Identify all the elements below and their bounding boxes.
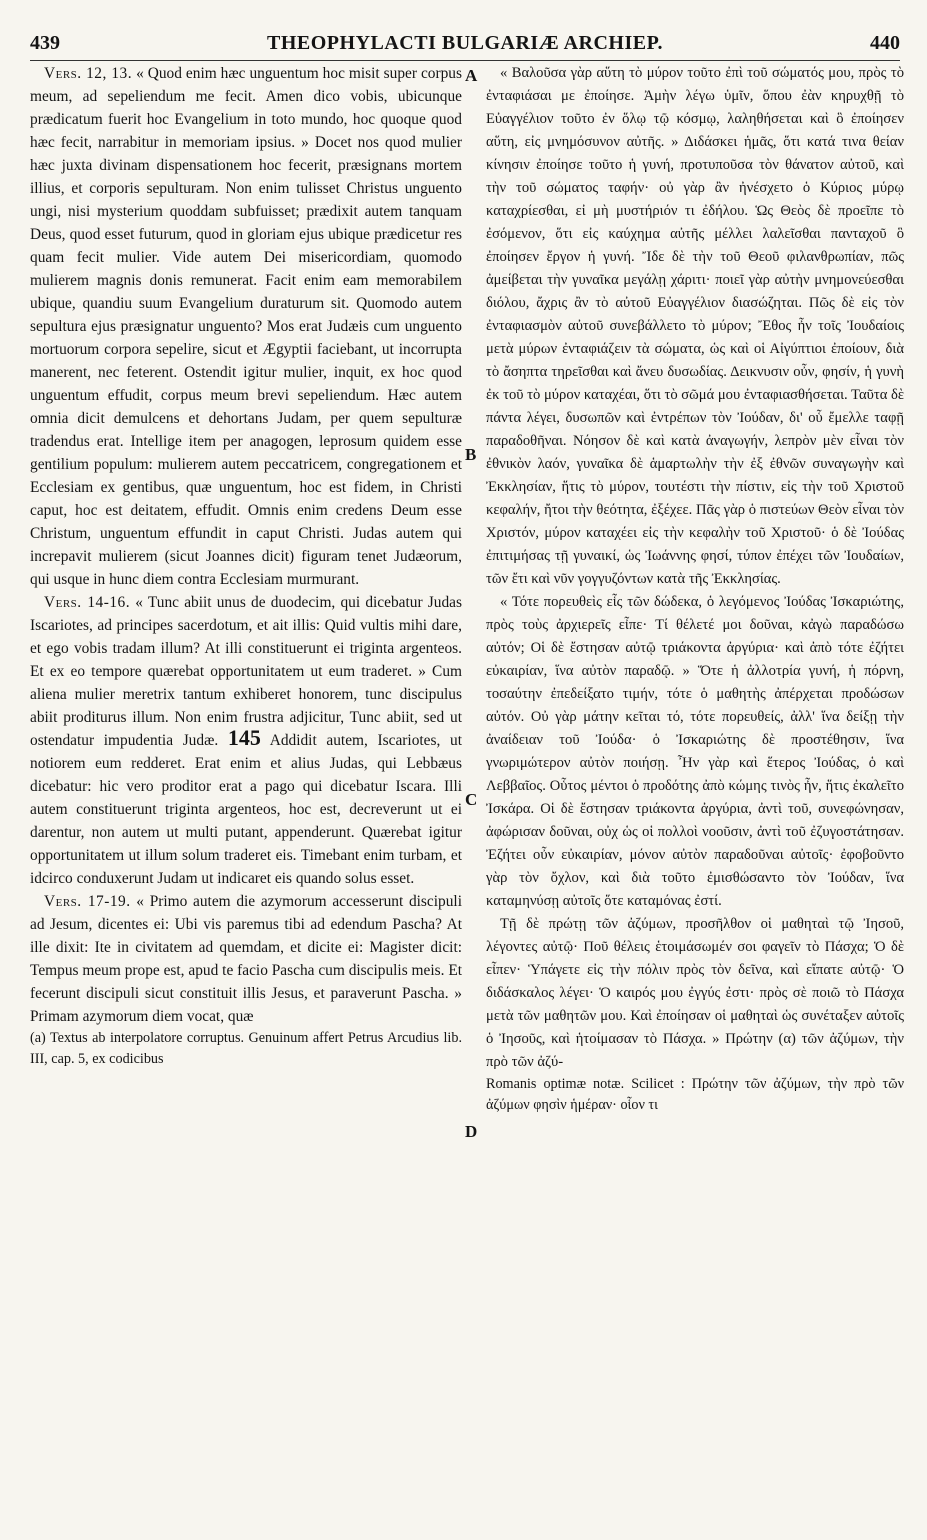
verse-12-13-paragraph xyxy=(30,62,462,591)
greek-column xyxy=(486,62,904,1116)
column-number: 145 xyxy=(227,725,261,750)
verse-text: Addidit autem, Iscariotes, ut notiorem eum redderet. Erat enim et alius Judas, qui Lebbæus dicebatur: hic vero proditor erat a pago qui dicebatur Iscara. Illi autem constituerunt triginta argenteos, hoc est, decreverunt ut ei darentur, non autem ut multi putant, appenderunt. Quærebat igitur opportunitatem ut illum solum traderet eis. Timebant enim turbam, et idcirco conduxerunt Judam ut indicaret eis quando solus esset. xyxy=(30,732,462,887)
greek-paragraph-1: « Βαλοῦσα γὰρ αὕτη τὸ μύρον τοῦτο ἐπὶ τοῦ σώματός μου, πρὸς τὸ ἐνταφιάσαι με ἐποίησε. Ἀμὴν λέγω ὑμῖν, ὅπου ἐὰν κηρυχθῇ τὸ Εὐαγγέλιον τοῦτο ἐν ὅλῳ τῷ κόσμῳ, λαληθήσεται καὶ ὃ ἐποίησεν αὕτη, εἰς μνημόσυνον αὐτῆς. » Διδάσκει ἡμᾶς, ὅτι κατά τινα θείαν κίνησιν ἐποίησε τοῦτο ἡ γυνή, προτυποῦσα τὸν θάνατον αὐτοῦ, καὶ τὴν τοῦ σώματος ταφήν· οὐ γὰρ ἂν ἠνέσχετο ὁ Κύριος μύρῳ καταχρίεσθαι, εἰ μὴ μυστήριόν τι ἐδήλου. Ὡς Θεὸς δὲ προεῖπε τὸ ἐσόμενον, ὅτι εἰς καύχημα αὐτῆς μέλλει λαλεῖσθαι πανταχοῦ ὃ ἐποίησεν ἔργον ἡ γυνή. Ἴδε δὲ τὴν τοῦ Θεοῦ φιλανθρωπίαν, πῶς ἀμείβεται τὴν γυναῖκα μεγάλῃ χάριτι· ποιεῖ γὰρ αὐτὴν μνημονεύεσθαι διόλου, ἄχρις ἂν τὸ αὐτοῦ Εὐαγγέλιον διασώζηται. Πῶς δὲ εἰς τὸν ἐνταφιασμὸν αὐτοῦ συνεβάλλετο τὸ μύρον; Ἔθος ἦν τοῖς Ἰουδαίοις μετὰ μύρων ἐνταφιάζειν τὰ σώματα, ὡς καὶ οἱ Αἰγύπτιοι ἐποίουν, διὰ τὸ ἄσηπτα τηρεῖσθαι καὶ ἄνευ δυσωδίας. Δεικνυσιν οὖν, φησίν, ἡ γυνὴ ἐκ τοῦ τὸ μύρον καταχέαι, ὅτι τὸ σῶμά μου ἐνταφιασθήσεται. Ταῦτα δὲ πάντα λέγει, δυσωπῶν καὶ ἐντρέπων τὸν Ἰούδαν, δι' οὗ ἔμελλε ταφῇ παραδοθῆναι. Νόησον δὲ καὶ κατὰ ἀναγωγήν, λεπρὸν μὲν εἶναι τὸν ἐθνικὸν λαόν, γυναῖκα δὲ ἁμαρτωλὴν τὴν ἐξ ἐθνῶν συναγωγὴν καὶ Ἐκκλησίαν, ἥτις τὸ μύρον, τουτέστι τὴν πίστιν, εἰς τὴν τοῦ Χριστοῦ κεφαλήν, ἤτοι τὴν θεότητα, ἐξέχεε. Πᾶς γὰρ ὁ πιστεύων Θεὸν εἶναι τὸν Χριστόν, μύρον καταχέει εἰς τὴν κεφαλὴν τοῦ Χριστοῦ· ὁ δὲ Ἰούδας ἐπιτιμήσας τῇ γυναικί, ὡς Ἰωάννης φησί, τύπον ἐπέχει τῶν Ἰουδαίων, τῶν ἔτι καὶ νῦν γογγυζόντων κατὰ τῆς Ἐκκλησίας. xyxy=(486,65,904,587)
page-number-right: 440 xyxy=(870,32,900,54)
verse-text: « Tunc abiit unus de duodecim, qui dicebatur Judas Iscariotes, ad principes sacerdotum, et ait illis: Quid vultis mihi dare, et ego vobis tradam illum? At illi constituerunt ei triginta argenteos. Et ex eo tempore quærebat opportunitatem ut eum traderet. » Cum aliena mulier meretrix tantum exhiberet honorem, tunc discipulus abiit proditurus illum. Non enim frustra adjicitur, Tunc abiit, sed ut ostendatur impudentia Judæ. xyxy=(30,594,462,749)
verse-text: « Quod enim hæc unguentum hoc misit super corpus meum, ad sepeliendum me fecit. Amen dico vobis, ubicunque prædicatum fuerit hoc Evangelium in toto mundo, hoc quoque quod hæc fecit, narrabitur in memoriam ipsius. » Docet nos quod mulier hæc juxta divinam dispensationem hoc fecerit, præsignans mortem illius, et corporis sepulturam. Non enim tulisset Christus unguento ungi, nisi mysterium quoddam subfuisset; prædixit autem tanquam Deus, quod esset futurum, quod in gloriam ejus ubique prædicetur res quam fecit mulier. Vide autem Dei misericordiam, quomodo mulierem magnis donis remunerat. Facit enim eam memorabilem ubique, quandiu suum Evangelium duraturum sit. Quomodo autem sepultura ejus præsignatur unguento? Mos erat Judæis cum unguento mortuorum corpora sepelire, sicut et Ægyptii faciebant, ut incorrupta manerent, nec feterent. Ostendit igitur mulier, inquit, ex hoc quod unguentum effudit, corpus meum brevi sepeliendum. Hæc autem omnia dicit demulcens et dehortans Judam, per quem sepulturæ tradendus erat. Intellige item per anagogen, leprosum quidem esse gentilium populum: mulierem autem peccatricem, congregationem et Ecclesiam ex gentibus, quæ unguentum, hoc est fidem, in Christi caput, hoc est deitatem, effudit. Omnis enim credens Deum esse Christum, unguentum effundit in caput Christi. Judas autem qui increpavit mulierem (sicut Joannes dicit) figuram tenet Judæorum, qui usque in hunc diem contra Ecclesiam murmurant. xyxy=(30,65,462,588)
margin-marker-a: A xyxy=(465,66,478,85)
page-header xyxy=(30,30,900,61)
verse-label: Vers. 12, 13. xyxy=(44,65,133,82)
margin-marker-d: D xyxy=(465,1122,478,1141)
margin-marker-c: C xyxy=(465,790,478,809)
verse-label: Vers. 14-16. xyxy=(44,594,131,611)
page-number-left: 439 xyxy=(30,32,60,54)
greek-paragraph-3: Τῇ δὲ πρώτῃ τῶν ἀζύμων, προσῆλθον οἱ μαθηταὶ τῷ Ἰησοῦ, λέγοντες αὐτῷ· Ποῦ θέλεις ἑτοιμάσωμέν σοι φαγεῖν τὸ Πάσχα; Ὁ δὲ εἶπεν· Ὑπάγετε εἰς τὴν πόλιν πρὸς τὸν δεῖνα, καὶ εἴπατε αὐτῷ· Ὁ διδάσκαλος λέγει· Ὁ καιρός μου ἐγγύς ἐστι· πρὸς σὲ ποιῶ τὸ Πάσχα μετὰ τῶν μαθητῶν μου. Καὶ ἐποίησαν οἱ μαθηταὶ ὡς συνέταξεν αὐτοῖς ὁ Ἰησοῦς, καὶ ἡτοίμασαν τὸ Πάσχα. » Πρώτην (α) τῶν ἀζύμων, τὴν πρὸ τῶν ἀζύ- xyxy=(486,916,904,1070)
footnote: (a) Textus ab interpolatore corruptus. Genuinum affert Petrus Arcudius lib. III, cap. 5, ex codicibus xyxy=(30,1030,462,1067)
verse-14-16-paragraph xyxy=(30,591,462,890)
verse-17-19-paragraph xyxy=(30,890,462,1028)
greek-paragraph-2: « Τότε πορευθεὶς εἷς τῶν δώδεκα, ὁ λεγόμενος Ἰούδας Ἰσκαριώτης, πρὸς τοὺς ἀρχιερεῖς εἶπε· Τί θέλετέ μοι δοῦναι, κἀγὼ παραδώσω αὐτόν; Οἱ δὲ ἔστησαν αὐτῷ τριάκοντα ἀργύρια· καὶ ἀπὸ τότε ἐζήτει εὐκαιρίαν, ἵνα αὐτὸν παραδῷ. » Ὅτε ἡ ἀλλοτρία γυνή, ἡ πόρνη, τοσαύτην ἐπεδείξατο τιμήν, τότε ὁ μαθητὴς ἀπέρχεται προδώσων αὐτόν. Οὐ γὰρ μάτην κεῖται τό, τότε πορευθείς, ἀλλ' ἵνα δείξῃ τὴν ἀναίδειαν τοῦ Ἰούδα· ὁ Ἰσκαριώτης δὲ προστέθησιν, ἵνα γνωριμώτερον αὐτὸν ποιήσῃ. Ἦν γὰρ καὶ ἕτερος Ἰούδας, ὁ καὶ Λεββαῖος. Οὗτος μέντοι ὁ προδότης ἀπὸ κώμης τινὸς ἦν, ἥτις ἐκαλεῖτο Ἰσκάρα. Οἱ δὲ ἔστησαν τριάκοντα ἀργύρια, ἀντὶ τοῦ, συνεφώνησαν, ἀφώρισαν δοῦναι, οὐχ ὡς οἱ πολλοὶ νοοῦσιν, ἀντὶ τοῦ ἐζυγοστάτησαν. Ἐζήτει οὖν εὐκαιρίαν, μόνον αὐτὸν παραδοῦναι αὐτοῖς· ἐφοβοῦντο γὰρ τὸν ὄχλον, καὶ διὰ τοῦτο ἐμισθώσαντο τὸν Ἰούδαν, ἵνα καταμηνύσῃ αὐτοῖς ὅτε καταμόνας ἐστί. xyxy=(486,594,904,909)
running-title: THEOPHYLACTI BULGARIÆ ARCHIEP. xyxy=(267,32,663,54)
margin-marker-b: B xyxy=(465,445,477,464)
verse-text: « Primo autem die azymorum accesserunt discipuli ad Jesum, dicentes ei: Ubi vis paremus tibi ad edendum Pascha? At ille dixit: Ite in civitatem ad quemdam, et dicite ei: Magister dicit: Tempus meum prope est, apud te facio Pascha cum discipulis meis. Et fecerunt discipuli sicut constituit illis Jesus, et paraverunt Pascha. » Primam azymorum diem vocat, quæ xyxy=(30,893,462,1025)
latin-column xyxy=(30,62,462,1070)
footnote-continuation: Romanis optimæ notæ. Scilicet : Πρώτην τῶν ἀζύμων, τὴν πρὸ τῶν ἀζύμων φησὶν ἡμέραν· οἷον τι xyxy=(486,1076,904,1113)
verse-label: Vers. 17-19. xyxy=(44,893,131,910)
